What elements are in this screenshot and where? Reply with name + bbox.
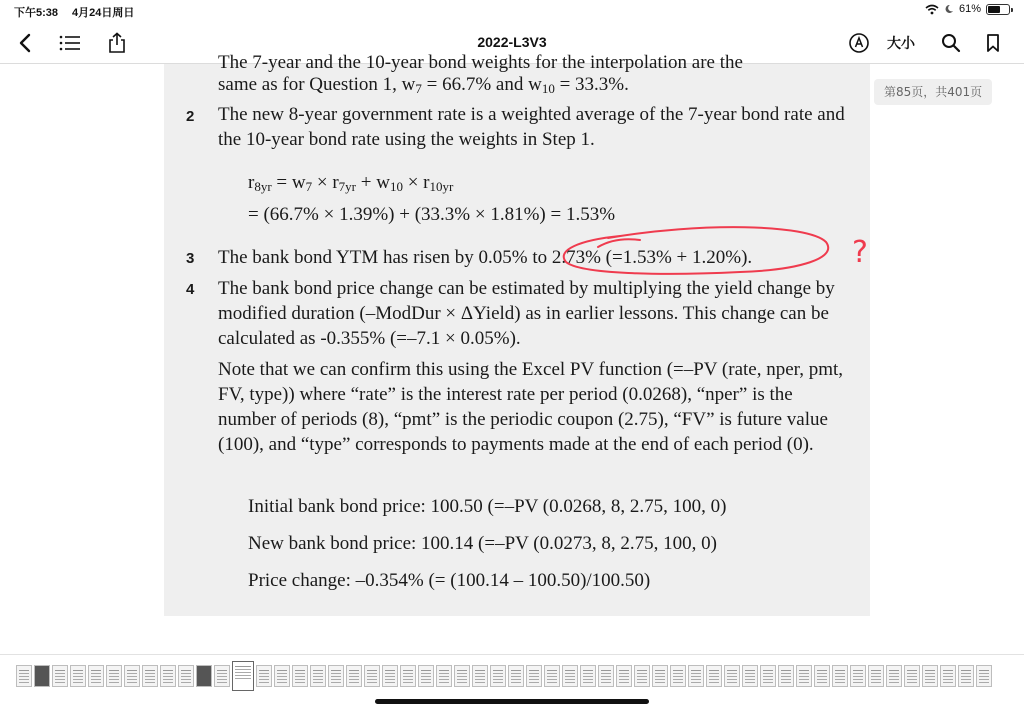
page-thumbnail[interactable]	[562, 665, 578, 687]
page-thumbnail[interactable]	[256, 665, 272, 687]
page-thumbnail[interactable]	[526, 665, 542, 687]
page-thumbnail[interactable]	[796, 665, 812, 687]
new-price-line: New bank bond price: 100.14 (=–PV (0.0273, 8, 2.75, 100, 0)	[248, 533, 717, 554]
page-thumbnail[interactable]	[364, 665, 380, 687]
page-thumbnail[interactable]	[670, 665, 686, 687]
page-thumbnail[interactable]	[400, 665, 416, 687]
page-thumbnail[interactable]	[976, 665, 992, 687]
page-thumbnail[interactable]	[886, 665, 902, 687]
status-date: 4月24日周日	[72, 7, 135, 19]
step-2-text: The new 8-year government rate is a weighted average of the 7-year bond rate and the 10-year bond rate using the weights in Step 1.	[218, 104, 845, 150]
step-4-text: The bank bond price change can be estimated by multiplying the yield change by modified duration (–ModDur × ΔYield) as in earlier lessons. This change can be calculated as -0.355% (=–7.1 × 0.05%).	[218, 278, 835, 349]
page-thumbnail[interactable]	[346, 665, 362, 687]
page-thumbnail[interactable]	[454, 665, 470, 687]
page-thumbnail[interactable]	[88, 665, 104, 687]
bookmark-icon	[986, 33, 1000, 53]
page-thumbnail[interactable]	[106, 665, 122, 687]
battery-icon	[986, 4, 1010, 15]
page-thumbnail[interactable]	[904, 665, 920, 687]
wifi-icon	[925, 4, 939, 15]
page-thumbnail[interactable]	[490, 665, 506, 687]
search-icon	[941, 33, 961, 53]
search-button[interactable]	[938, 30, 964, 56]
page-thumbnail[interactable]	[814, 665, 830, 687]
page-thumbnail[interactable]	[940, 665, 956, 687]
page-thumbnail[interactable]	[832, 665, 848, 687]
page-thumbnail[interactable]	[310, 665, 326, 687]
partial-line: The 7-year and the 10-year bond weights for the interpolation are the	[218, 52, 743, 73]
page-thumbnail[interactable]	[598, 665, 614, 687]
page-thumbnail[interactable]	[706, 665, 722, 687]
page-thumbnail[interactable]	[634, 665, 650, 687]
page-thumbnail[interactable]	[508, 665, 524, 687]
page-thumbnail[interactable]	[52, 665, 68, 687]
page-thumbnail[interactable]	[742, 665, 758, 687]
weights-line: same as for Question 1, $w_7 = 66.7\%$ and $w_{10} = 33.3\%$.	[218, 74, 629, 96]
page-thumbnail[interactable]	[472, 665, 488, 687]
step-number-3: 3	[186, 250, 195, 267]
price-change-line: Price change: –0.354% (= (100.14 – 100.50)/100.50)	[248, 570, 651, 591]
status-bar	[0, 0, 1024, 22]
step-number-2: 2	[186, 108, 195, 125]
page-thumbnail[interactable]	[274, 665, 290, 687]
page-thumbnail[interactable]	[922, 665, 938, 687]
page-thumbnail[interactable]	[580, 665, 596, 687]
step-3-text: The bank bond YTM has risen by 0.05% to 2.73% (=1.53% + 1.20%).	[218, 247, 753, 268]
page-thumbnail[interactable]	[16, 665, 32, 687]
thumbnail-list[interactable]	[16, 665, 992, 691]
page-thumbnail[interactable]	[436, 665, 452, 687]
document-page[interactable]	[164, 52, 870, 616]
page-thumbnail[interactable]	[292, 665, 308, 687]
battery-percent: 61%	[958, 3, 981, 15]
page-thumbnail[interactable]	[418, 665, 434, 687]
ink-question-mark: ?	[852, 235, 868, 270]
document-title: 2022-L3V3	[477, 34, 547, 50]
page-thumbnail[interactable]	[142, 665, 158, 687]
current-page-thumbnail[interactable]	[232, 661, 254, 691]
page-thumbnail[interactable]	[958, 665, 974, 687]
bookmark-button[interactable]	[980, 30, 1006, 56]
page-thumbnail[interactable]	[616, 665, 632, 687]
page-thumbnail[interactable]	[850, 665, 866, 687]
step-number-4: 4	[186, 281, 195, 298]
page-thumbnail[interactable]	[724, 665, 740, 687]
font-size-button[interactable]: 大小	[887, 36, 915, 52]
battery-level	[988, 6, 1000, 13]
page-thumbnail[interactable]	[214, 665, 230, 687]
page-indicator: 第85页，共401页	[874, 79, 992, 105]
markup-icon	[848, 32, 870, 54]
rate-formula: $r_{8yr} = w_7 \times r_{7yr} + w_{10} \times r_{10yr}$	[248, 172, 454, 194]
rate-calculation: = (66.7% × 1.39%) + (33.3% × 1.81%) = 1.53%	[248, 204, 616, 225]
thumbnail-strip[interactable]	[0, 654, 1024, 698]
home-indicator[interactable]	[375, 699, 649, 704]
page-thumbnail[interactable]	[778, 665, 794, 687]
page-thumbnail[interactable]	[328, 665, 344, 687]
moon-icon	[944, 4, 954, 14]
page-thumbnail[interactable]	[688, 665, 704, 687]
status-indicators	[925, 3, 1010, 15]
page-thumbnail[interactable]	[544, 665, 560, 687]
page-thumbnail[interactable]	[178, 665, 194, 687]
initial-price-line: Initial bank bond price: 100.50 (=–PV (0.0268, 8, 2.75, 100, 0)	[248, 496, 727, 517]
page-thumbnail[interactable]	[70, 665, 86, 687]
excel-note: Note that we can confirm this using the Excel PV function (=–PV (rate, nper, pmt, FV, type)) where “rate” is the interest rate per period (0.0268), “nper” is the number of periods (8), “pmt” is the periodic coupon (2.75), “FV” is future value (100), and “type” corresponds to payments made at the end of each period (0).	[218, 359, 844, 455]
markup-button[interactable]	[846, 30, 872, 56]
page-thumbnail[interactable]	[160, 665, 176, 687]
page-thumbnail[interactable]	[124, 665, 140, 687]
page-thumbnail[interactable]	[868, 665, 884, 687]
page-thumbnail[interactable]	[760, 665, 776, 687]
page-thumbnail[interactable]	[382, 665, 398, 687]
page-thumbnail[interactable]	[34, 665, 50, 687]
page-thumbnail[interactable]	[196, 665, 212, 687]
page-thumbnail[interactable]	[652, 665, 668, 687]
status-time: 下午5:38	[14, 7, 59, 19]
